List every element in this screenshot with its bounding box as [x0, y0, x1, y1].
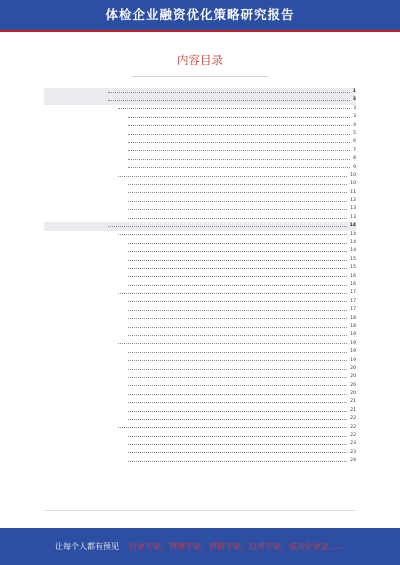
toc-chapter-row[interactable] [44, 88, 356, 96]
toc-chapter-row[interactable] [44, 222, 356, 230]
toc-entry-row[interactable] [44, 323, 356, 331]
toc-dot-leader [128, 268, 347, 269]
toc-entry-row[interactable] [44, 205, 356, 213]
toc-chapter-row[interactable] [44, 96, 356, 104]
toc-entry-row[interactable] [44, 281, 356, 289]
toc-page-number: 13 [350, 214, 356, 220]
toc-page-number: 1 [352, 89, 356, 94]
table-of-contents [44, 88, 356, 466]
toc-page-number: 19 [350, 357, 356, 363]
footer-tagline: 行业专家，管理专家，营销专家，趋势专家，成功企业家…… [129, 542, 345, 551]
toc-entry-row[interactable] [44, 164, 356, 172]
toc-page-number: 16 [350, 281, 356, 287]
toc-dot-leader [118, 343, 347, 344]
toc-entry-row[interactable] [44, 449, 356, 457]
toc-page-number: 12 [350, 198, 356, 204]
toc-page-number: 8 [353, 156, 356, 162]
toc-entry-row[interactable] [44, 231, 356, 239]
toc-dot-leader [128, 318, 347, 319]
toc-page-number: 23 [350, 449, 356, 455]
toc-entry-row[interactable] [44, 239, 356, 247]
toc-dot-leader [128, 360, 347, 361]
toc-entry-row[interactable] [44, 365, 356, 373]
toc-page-number: 23 [350, 441, 356, 447]
toc-page-number: 3 [353, 105, 356, 111]
toc-page-number: 19 [350, 332, 356, 338]
toc-entry-row[interactable] [44, 197, 356, 205]
toc-entry-row[interactable] [44, 382, 356, 390]
toc-dot-leader [128, 394, 347, 395]
toc-entry-row[interactable] [44, 155, 356, 163]
toc-entry-row[interactable] [44, 398, 356, 406]
toc-dot-leader [128, 377, 347, 378]
toc-page-number: 7 [353, 147, 356, 153]
toc-dot-leader [108, 100, 350, 101]
toc-entry-row[interactable] [44, 138, 356, 146]
toc-heading: 内容目录 [177, 53, 223, 67]
toc-page-number: 3 [353, 114, 356, 120]
toc-page-number: 10 [350, 172, 356, 178]
toc-page-number: 20 [350, 365, 356, 371]
toc-page-number: 15 [350, 265, 356, 271]
toc-entry-row[interactable] [44, 424, 356, 432]
toc-dot-leader [108, 226, 347, 227]
toc-dot-leader [128, 301, 347, 302]
toc-dot-leader [128, 117, 350, 118]
toc-entry-row[interactable] [44, 189, 356, 197]
toc-page-number: 21 [350, 399, 356, 405]
toc-entry-row[interactable] [44, 247, 356, 255]
toc-dot-leader [128, 385, 347, 386]
toc-entry-row[interactable] [44, 105, 356, 113]
toc-page-number: 14 [350, 248, 356, 254]
toc-entry-row[interactable] [44, 340, 356, 348]
toc-dot-leader [128, 411, 347, 412]
toc-page-number: 3 [352, 97, 356, 103]
toc-dot-leader [118, 108, 350, 109]
toc-entry-row[interactable] [44, 390, 356, 398]
toc-page-number: 14 [350, 240, 356, 246]
toc-page-number: 15 [350, 256, 356, 262]
toc-entry-row[interactable] [44, 432, 356, 440]
toc-page-number: 20 [350, 382, 356, 388]
toc-entry-row[interactable] [44, 457, 356, 465]
toc-page-number: 9 [353, 164, 356, 170]
toc-dot-leader [108, 92, 350, 93]
toc-entry-row[interactable] [44, 289, 356, 297]
toc-entry-row[interactable] [44, 415, 356, 423]
toc-entry-row[interactable] [44, 357, 356, 365]
toc-entry-row[interactable] [44, 122, 356, 130]
toc-dot-leader [128, 452, 347, 453]
toc-page-number: 6 [353, 139, 356, 145]
toc-page-number: 22 [350, 424, 356, 430]
toc-page-number: 19 [350, 340, 356, 346]
toc-page-number: 21 [350, 407, 356, 413]
toc-page-number: 19 [350, 349, 356, 355]
report-title: 体检企业融资优化策略研究报告 [105, 7, 295, 22]
toc-entry-row[interactable] [44, 315, 356, 323]
toc-page-number: 18 [350, 315, 356, 321]
toc-entry-row[interactable] [44, 147, 356, 155]
toc-dot-leader [128, 276, 347, 277]
toc-entry-row[interactable] [44, 273, 356, 281]
toc-dot-leader [128, 167, 350, 168]
toc-entry-row[interactable] [44, 407, 356, 415]
toc-page-number: 24 [350, 458, 356, 464]
toc-dot-leader [118, 176, 347, 177]
toc-page-number: 11 [350, 189, 356, 195]
toc-page-number: 14 [350, 231, 356, 237]
toc-dot-leader [128, 335, 347, 336]
toc-dot-leader [128, 419, 347, 420]
toc-page-number: 17 [350, 290, 356, 296]
toc-entry-row[interactable] [44, 130, 356, 138]
toc-entry-row[interactable] [44, 373, 356, 381]
toc-page-number: 20 [350, 374, 356, 380]
toc-dot-leader [128, 310, 347, 311]
footer-banner [0, 528, 400, 565]
toc-dot-leader [128, 369, 347, 370]
toc-entry-row[interactable] [44, 256, 356, 264]
toc-dot-leader [128, 251, 347, 252]
toc-dot-leader [128, 134, 350, 135]
toc-entry-row[interactable] [44, 113, 356, 121]
toc-dot-leader [128, 159, 350, 160]
toc-page-number: 18 [350, 323, 356, 329]
footer-slogan: 让每个人都有预见 [55, 542, 119, 551]
toc-dot-leader [118, 234, 347, 235]
banner-divider [0, 30, 400, 32]
toc-dot-leader [118, 293, 347, 294]
toc-dot-leader [128, 260, 347, 261]
toc-page-number: 4 [353, 122, 356, 128]
toc-dot-leader [128, 184, 347, 185]
toc-dot-leader [128, 243, 347, 244]
toc-page-number: 22 [350, 416, 356, 422]
toc-entry-row[interactable] [44, 440, 356, 448]
toc-page-number: 20 [350, 391, 356, 397]
toc-page-number: 14 [349, 223, 356, 229]
toc-page-number: 17 [350, 298, 356, 304]
toc-dot-leader [128, 444, 347, 445]
toc-entry-row[interactable] [44, 331, 356, 339]
toc-dot-leader [128, 352, 347, 353]
toc-dot-leader [128, 436, 347, 437]
toc-dot-leader [128, 150, 350, 151]
toc-dot-leader [128, 218, 347, 219]
toc-dot-leader [128, 125, 350, 126]
toc-page-number: 22 [350, 433, 356, 439]
toc-dot-leader [128, 142, 350, 143]
toc-entry-row[interactable] [44, 264, 356, 272]
toc-entry-row[interactable] [44, 298, 356, 306]
toc-entry-row[interactable] [44, 348, 356, 356]
toc-dot-leader [128, 327, 347, 328]
toc-dot-leader [128, 461, 347, 462]
toc-dot-leader [118, 427, 347, 428]
toc-dot-leader [128, 201, 347, 202]
toc-page-number: 16 [350, 273, 356, 279]
toc-page-number: 13 [350, 206, 356, 212]
toc-heading-divider [132, 76, 268, 77]
report-title-banner [0, 0, 400, 30]
toc-entry-row[interactable] [44, 306, 356, 314]
toc-page-number: 10 [350, 181, 356, 187]
toc-dot-leader [128, 192, 347, 193]
toc-dot-leader [128, 402, 347, 403]
toc-dot-leader [128, 209, 347, 210]
toc-entry-row[interactable] [44, 180, 356, 188]
toc-entry-row[interactable] [44, 172, 356, 180]
toc-dot-leader [128, 285, 347, 286]
toc-page-number: 17 [350, 307, 356, 313]
toc-entry-row[interactable] [44, 214, 356, 222]
page-divider [44, 510, 356, 511]
toc-page-number: 5 [353, 130, 356, 136]
